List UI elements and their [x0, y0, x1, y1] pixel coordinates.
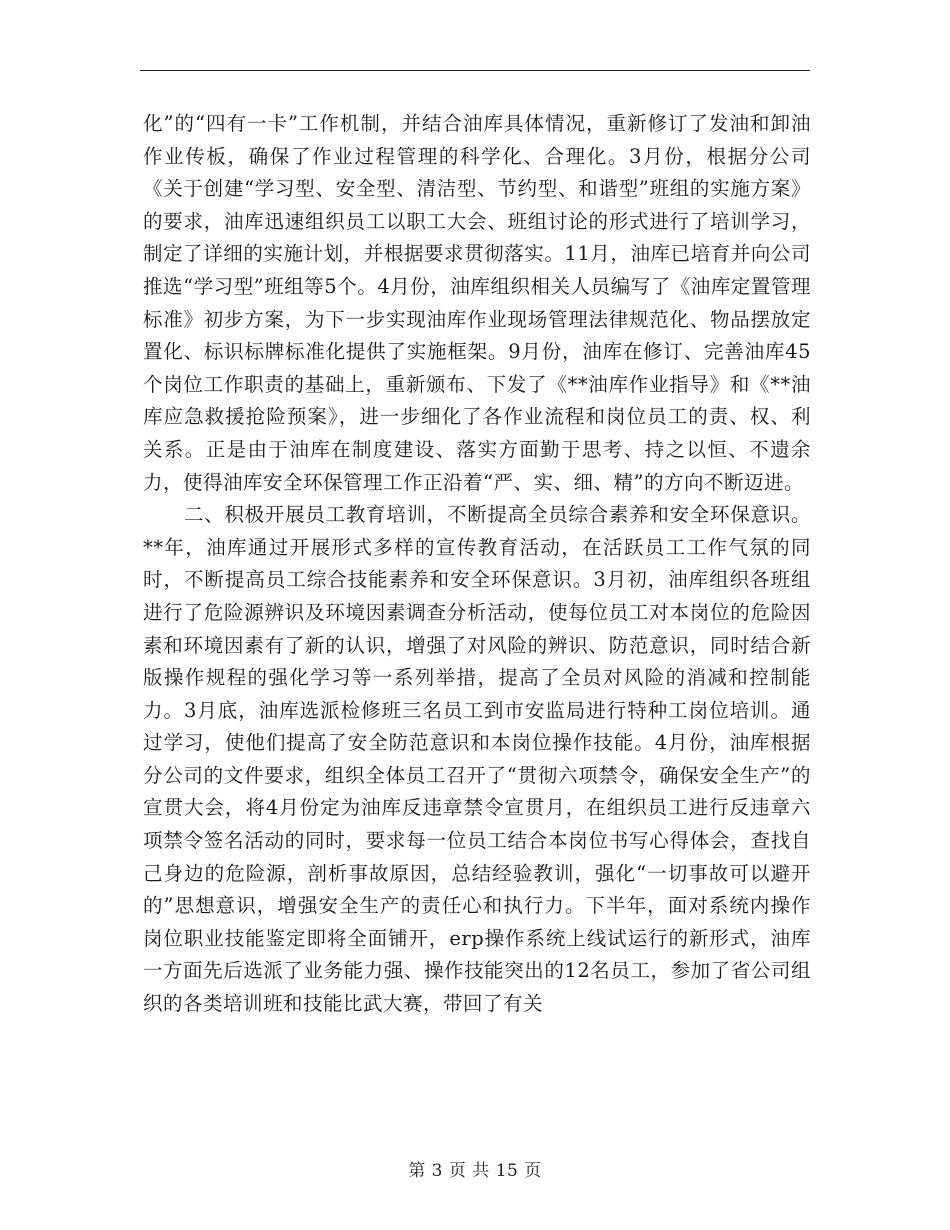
document-body [143, 108, 811, 1021]
paragraph-1: 化”的“四有一卡”工作机制，并结合油库具体情况，重新修订了发油和卸油作业传板，确保了作业过程管理的科学化、合理化。3月份，根据分公司《关于创建“学习型、安全型、清洁型、节约型、和谐型”班组的实施方案》的要求，油库迅速组织员工以职工大会、班组讨论的形式进行了培训学习，制定了详细的实施计划，并根据要求贯彻落实。11月，油库已培育并向公司推选“学习型”班组等5个。4月份，油库组织相关人员编写了《油库定置管理标准》初步方案，为下一步实现油库作业现场管理法律规范化、物品摆放定置化、标识标牌标准化提供了实施框架。9月份，油库在修订、完善油库45个岗位工作职责的基础上，重新颁布、下发了《**油库作业指导》和《**油库应急救援抢险预案》，进一步细化了各作业流程和岗位员工的责、权、利关系。正是由于油库在制度建设、落实方面勤于思考、持之以恒、不遗余力，使得油库安全环保管理工作正沿着“严、实、细、精”的方向不断迈进。 [143, 112, 811, 494]
page-number-footer: 第 3 页 共 15 页 [408, 1161, 542, 1181]
header-rule [140, 70, 810, 71]
paragraph-2: 二、积极开展员工教育培训，不断提高全员综合素养和安全环保意识。 **年，油库通过开展形式多样的宣传教育活动，在活跃员工工作气氛的同时，不断提高员工综合技能素养和安全环保意识。3月初，油库组织各班组进行了危险源辨识及环境因素调查分析活动，使每位员工对本岗位的危险因素和环境因素有了新的认识，增强了对风险的辨识、防范意识，同时结合新版操作规程的强化学习等一系列举措，提高了全员对风险的消减和控制能力。3月底，油库选派检修班三名员工到市安监局进行特种工岗位培训。通过学习，使他们提高了安全防范意识和本岗位操作技能。4月份，油库根据分公司的文件要求，组织全体员工召开了“贯彻六项禁令，确保安全生产”的宣贯大会，将4月份定为油库反违章禁令宣贯月，在组织员工进行反违章六项禁令签名活动的同时，要求每一位员工结合本岗位书写心得体会，查找自己身边的危险源，剖析事故原因，总结经验教训，强化“一切事故可以避开的”思想意识，增强安全生产的责任心和执行力。下半年，面对系统内操作岗位职业技能鉴定即将全面铺开，erp操作系统上线试运行的新形式，油库一方面先后选派了业务能力强、操作技能突出的12名员工，参加了省公司组织的各类培训班和技能比武大赛，带回了有关 [143, 503, 811, 1016]
